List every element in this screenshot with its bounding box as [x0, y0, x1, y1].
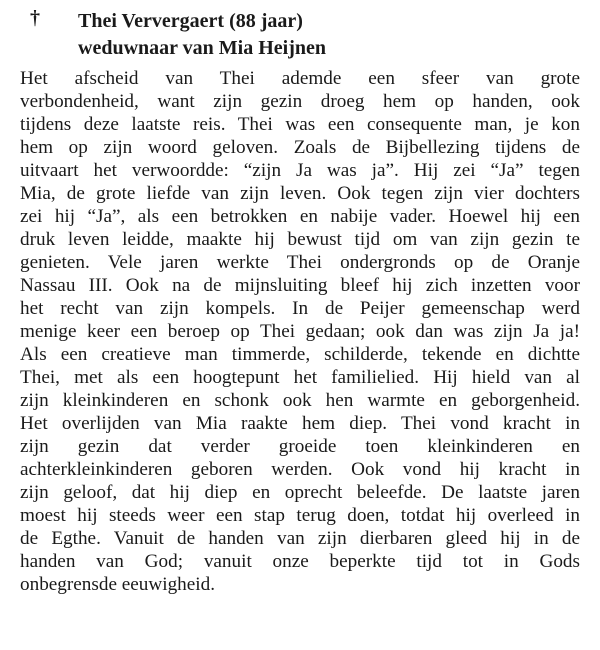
text-line: tijdens deze laatste reis. Thei was een consequente man, je kon [20, 114, 580, 135]
text-line: Nassau III. Ook na de mijnsluiting bleef hij zich inzetten voor [20, 275, 580, 296]
heading-name: Thei Ververgaert (88 jaar) [78, 10, 303, 32]
obituary-text [20, 67, 580, 596]
text-line: handen van God; vanuit onze beperkte tijd tot in Gods [20, 551, 580, 572]
cross-icon: † [30, 7, 40, 29]
text-line: zei hij “Ja”, als een betrokken en nabije vader. Hoewel hij een [20, 206, 580, 227]
text-line: verbondenheid, want zijn gezin droeg hem op handen, ook [20, 91, 580, 112]
text-line: zijn gezin dat verder groeide toen kleinkinderen en [20, 436, 580, 457]
text-line: de Egthe. Vanuit de handen van zijn dierbaren gleed hij in de [20, 528, 580, 549]
text-line: achterkleinkinderen geboren werden. Ook vond hij kracht in [20, 459, 580, 480]
text-line: uitvaart het verwoordde: “zijn Ja was ja”. Hij zei “Ja” tegen [20, 160, 580, 181]
text-line: moest hij steeds weer een stap terug doen, totdat hij overleed in [20, 505, 580, 526]
text-line: Het overlijden van Mia raakte hem diep. Thei vond kracht in [20, 413, 580, 434]
text-line: zijn geloof, dat hij diep en oprecht beleefde. De laatste jaren [20, 482, 580, 503]
text-line: onbegrensde eeuwigheid. [20, 574, 216, 595]
text-line: het recht van zijn kompels. In de Peijer gemeenschap werd [20, 298, 580, 319]
obituary-heading [78, 8, 326, 62]
text-line: hem op zijn woord geloven. Zoals de Bijbellezing tijdens de [20, 137, 580, 158]
text-line: zijn kleinkinderen en schonk ook hen warmte en geborgenheid. [20, 390, 580, 411]
text-line: Mia, de grote liefde van zijn leven. Ook tegen zijn vier dochters [20, 183, 580, 204]
text-line: druk leven leidde, maakte hij bewust tijd om van zijn gezin te [20, 229, 580, 250]
heading-relation: weduwnaar van Mia Heijnen [78, 37, 326, 59]
text-line: Het afscheid van Thei ademde een sfeer van grote [20, 68, 580, 89]
text-line: genieten. Vele jaren werkte Thei ondergronds op de Oranje [20, 252, 580, 273]
text-line: menige keer een beroep op Thei gedaan; ook dan was zijn Ja ja! [20, 321, 580, 342]
text-line: Thei, met als een hoogtepunt het familielied. Hij hield van al [20, 367, 580, 388]
text-line: Als een creatieve man timmerde, schilderde, tekende en dichtte [20, 344, 580, 365]
